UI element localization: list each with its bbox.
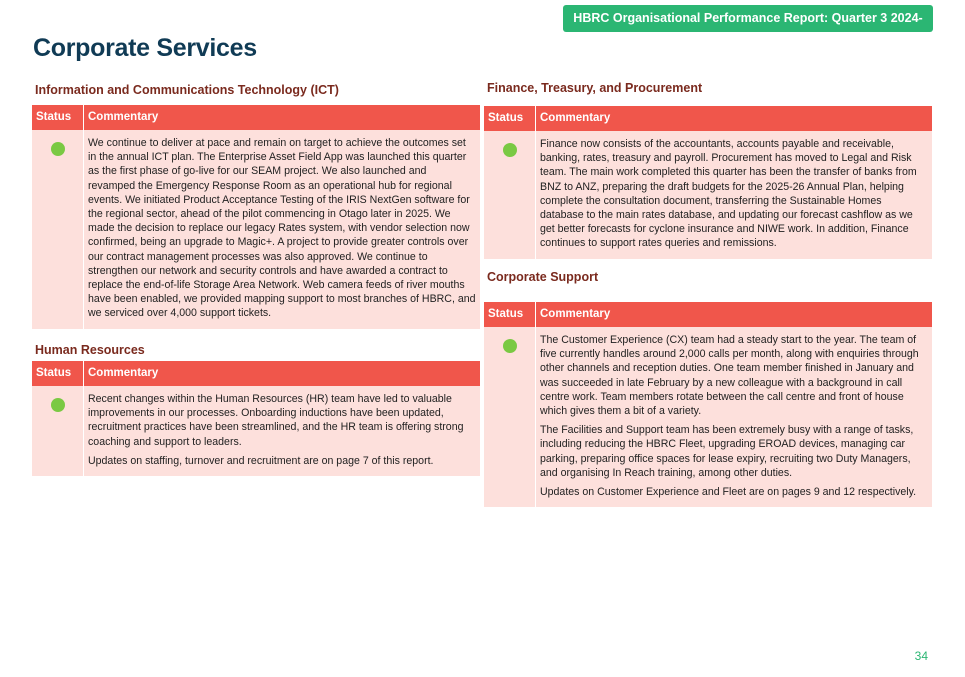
commentary-paragraph: Recent changes within the Human Resources (HR) team have led to valuable improvements in our processes. Onboarding inductions have been updated, recruitment practices have been streamlined, and the HR team is offering strong coaching and support to leaders. <box>88 393 464 448</box>
commentary-paragraph: The Facilities and Support team has been extremely busy with a range of tasks, including reducing the HBRC Fleet, upgrading EROAD devices, managing car parking, preparing office spaces for lease expiry, recruiting two Duty Managers, and organising In Reach training, among other duties. <box>540 424 914 479</box>
commentary-paragraph: Updates on Customer Experience and Fleet are on pages 9 and 12 respectively. <box>540 486 917 499</box>
status-cell <box>32 386 84 476</box>
commentary-cell <box>84 386 481 476</box>
commentary-column-header: Commentary <box>536 302 933 327</box>
status-green-indicator <box>503 143 517 157</box>
hr-status-table <box>32 361 480 476</box>
status-cell <box>484 327 536 507</box>
status-green-indicator <box>503 339 517 353</box>
commentary-paragraph: We continue to deliver at pace and remain on target to achieve the outcomes set in the annual ICT plan. The Enterprise Asset Field App was launched this quarter as the first phase of go-live for our SEAM project. We also launched and revamped the Emergency Response Room as an operational hub for regional events. We initiated Product Acceptance Testing of the IRIS NextGen software for the regional sector, ahead of the pilot commencing in Otago later in 2025. We made the decision to replace our legacy Rates system, with vendor selection now confirmed, being an upgrade to Magic+. A project to provide greater controls over our contract management processes was also approved. We continue to strengthen our network and security controls and have awarded a contract to replace the end-of-life Storage Area Network. Web camera feeds of river mouths have been enabled, we provided mapping support to most branches of HBRC, and we serviced over 4,000 support tickets. <box>88 137 476 320</box>
table-row <box>484 131 932 259</box>
status-green-indicator <box>51 142 65 156</box>
page-title: Corporate Services <box>33 34 257 62</box>
table-header-row <box>32 361 480 386</box>
table-header-row <box>484 302 932 327</box>
report-banner: HBRC Organisational Performance Report: Quarter 3 2024-2025 <box>563 5 933 32</box>
table-row <box>484 327 932 507</box>
status-column-header: Status <box>484 106 536 131</box>
commentary-cell <box>536 131 933 259</box>
section-title-finance: Finance, Treasury, and Procurement <box>487 81 703 95</box>
table-row <box>32 386 480 476</box>
commentary-paragraph: Updates on staffing, turnover and recruitment are on page 7 of this report. <box>88 454 434 467</box>
finance-status-table <box>484 106 932 259</box>
status-column-header: Status <box>484 302 536 327</box>
status-cell <box>32 130 84 329</box>
section-title-corporate-support: Corporate Support <box>487 270 599 284</box>
status-green-indicator <box>51 398 65 412</box>
ict-status-table <box>32 105 480 329</box>
table-header-row <box>484 106 932 131</box>
commentary-cell <box>536 327 933 507</box>
status-column-header: Status <box>32 105 84 130</box>
table-header-row <box>32 105 480 130</box>
commentary-column-header: Commentary <box>84 361 481 386</box>
corporate-support-status-table <box>484 302 932 507</box>
commentary-paragraph: Finance now consists of the accountants, accounts payable and receivable, banking, rates, treasury and payroll. Procurement has moved to Legal and Risk team. The main work completed this quarter has been the transfer of banks from BNZ to ANZ, preparing the draft budgets for the 2025-26 Annual Plan, helping complete the consultation document, transferring the Sustainable Homes database to the main rates database, and updating our forecast cashflow as we get better forecasts for cyclone insurance and NIWE work. In addition, Finance continues to support rates queries and remissions. <box>540 138 917 250</box>
section-title-hr: Human Resources <box>35 343 145 357</box>
section-title-ict: Information and Communications Technology (ICT) <box>35 83 339 97</box>
status-cell <box>484 131 536 259</box>
commentary-column-header: Commentary <box>84 105 481 130</box>
commentary-cell <box>84 130 481 329</box>
page-number: 34 <box>914 649 928 663</box>
status-column-header: Status <box>32 361 84 386</box>
commentary-paragraph: The Customer Experience (CX) team had a steady start to the year. The team of five currently handles around 2,000 calls per month, along with enquiries through other channels and reception duties. One team member finished in January and was succeeded in late February by a new colleague with a background in call centre work. Team members rotate between the call centre and front of house which gives them a bit of a variety. <box>540 334 919 418</box>
commentary-column-header: Commentary <box>536 106 933 131</box>
table-row <box>32 130 480 329</box>
